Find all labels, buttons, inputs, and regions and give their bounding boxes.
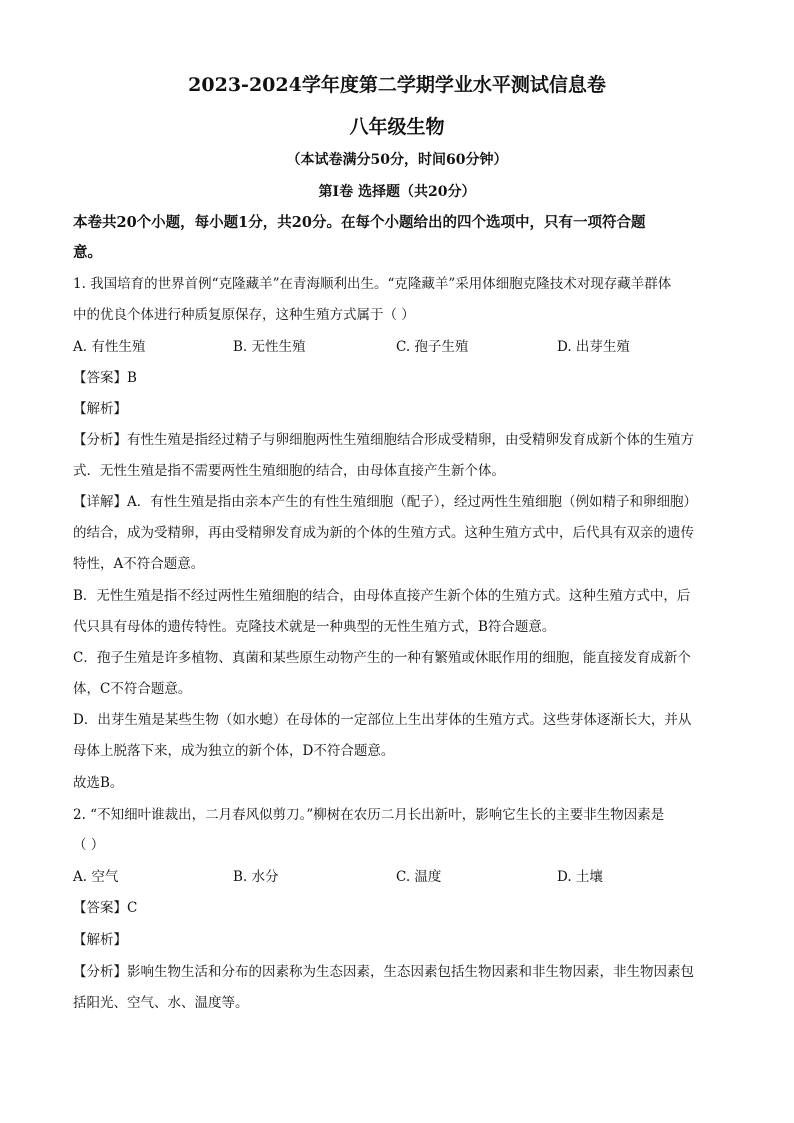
q1-explanation-line: 特性，A不符合题意。 <box>73 556 205 572</box>
q2-option-a: A. 空气 <box>73 869 119 885</box>
q1-option-d: D. 出芽生殖 <box>557 339 630 355</box>
q2-explanation-line: 【分析】影响生物生活和分布的因素称为生态因素，生态因素包括生物因素和非生物因素，非生物因素包 <box>73 964 694 980</box>
q2-stem-line-2: （ ） <box>73 837 105 853</box>
q2-option-d: D. 土壤 <box>557 869 603 885</box>
q1-explanation-line: D．出芽生殖是某些生物（如水螅）在母体的一定部位上生出芽体的生殖方式。这些芽体逐渐长大，并从 <box>73 712 692 728</box>
instructions-line-2: 意。 <box>73 244 102 261</box>
q1-explanation-line: 【详解】A．有性生殖是指由亲本产生的有性生殖细胞（配子），经过两性生殖细胞（例如精子和卵细胞） <box>73 494 697 510</box>
q1-explanation-line: B．无性生殖是指不经过两性生殖细胞的结合，由母体直接产生新个体的生殖方式。这种生殖方式中，后 <box>73 588 691 604</box>
q2-answer: 【答案】C <box>73 900 138 916</box>
q1-explanation-line: 式．无性生殖是指不需要两性生殖细胞的结合，由母体直接产生新个体。 <box>73 463 505 479</box>
q1-explanation-line: 体，C不符合题意。 <box>73 681 192 697</box>
q1-stem-line-2: 中的优良个体进行种质复原保存，这种生殖方式属于（ ） <box>73 307 415 323</box>
instructions-line-1: 本卷共20个小题，每小题1分，共20分。在每个小题给出的四个选项中，只有一项符合题 <box>73 214 646 231</box>
q1-explanation-line: 代只具有母体的遗传特性。克隆技术就是一种典型的无性生殖方式，B符合题意。 <box>73 619 556 635</box>
q1-explanation-line: 故选B。 <box>73 775 124 791</box>
q1-answer: 【答案】B <box>73 370 137 386</box>
exam-title: 2023-2024学年度第二学期学业水平测试信息卷 <box>188 74 606 96</box>
q1-option-a: A. 有性生殖 <box>73 339 146 355</box>
q2-explanation-line: 括阳光、空气、水、温度等。 <box>73 995 249 1011</box>
q1-option-c: C. 孢子生殖 <box>396 339 469 355</box>
section-heading: 第Ⅰ卷 选择题（共20分） <box>318 184 476 200</box>
q1-option-b: B. 无性生殖 <box>233 339 306 355</box>
q2-option-b: B. 水分 <box>233 869 279 885</box>
q2-analysis-heading: 【解析】 <box>73 932 127 948</box>
q1-stem-line-1: 1. 我国培育的世界首例“克隆藏羊”在青海顺利出生。“克隆藏羊”采用体细胞克隆技术对现存藏羊群体 <box>73 276 672 292</box>
q1-analysis-heading: 【解析】 <box>73 401 127 417</box>
q1-explanation-line: 的结合，成为受精卵，再由受精卵发育成为新的个体的生殖方式。这种生殖方式中，后代具有双亲的遗传 <box>73 525 694 541</box>
q1-explanation-line: 母体上脱落下来，成为独立的新个体，D不符合题意。 <box>73 743 395 759</box>
q2-option-c: C. 温度 <box>396 869 442 885</box>
exam-info: （本试卷满分50分，时间60分钟） <box>286 152 508 168</box>
q2-stem-line-1: 2. “不知细叶谁裁出，二月春风似剪刀。”柳树在农历二月长出新叶，影响它生长的主要非生物因素是 <box>73 807 665 823</box>
q1-explanation-line: C．孢子生殖是许多植物、真菌和某些原生动物产生的一种有繁殖或休眠作用的细胞，能直接发育成新个 <box>73 650 691 666</box>
exam-subject: 八年级生物 <box>349 116 445 138</box>
q1-explanation-line: 【分析】有性生殖是指经过精子与卵细胞两性生殖细胞结合形成受精卵，由受精卵发育成新个体的生殖方 <box>73 432 694 448</box>
